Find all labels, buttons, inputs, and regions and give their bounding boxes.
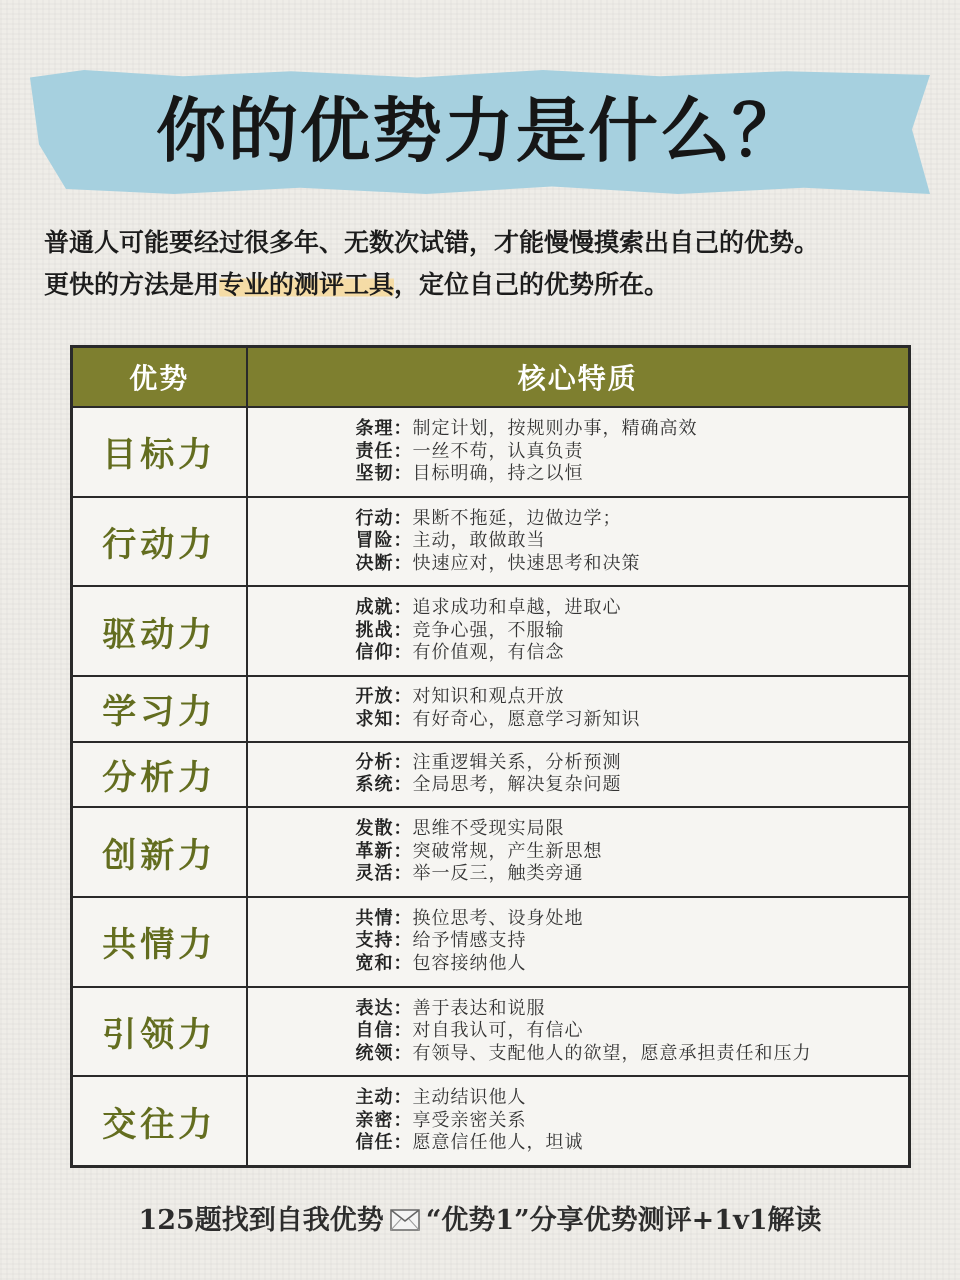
trait-desc: 主动结识他人 [412,1087,527,1109]
trait-key: 信仰： [355,642,413,664]
trait-key: 责任： [355,440,413,462]
trait-line [356,908,909,931]
traits-cell [247,897,910,987]
trait-desc: 制定计划，按规则办事，精确高效 [412,418,698,440]
trait-key: 挑战： [355,619,413,641]
trait-key: 信任： [355,1132,413,1154]
traits-cell [247,1076,910,1166]
table-row [72,676,910,742]
trait-line [356,709,909,732]
table-header-row [72,347,910,408]
footer-text-start: 125题找到自我优势 [138,1205,384,1236]
trait-line [356,686,909,709]
trait-desc: 突破常规，产生新思想 [412,840,603,862]
trait-desc: 善于表达和说服 [412,997,546,1019]
table-row [72,742,910,808]
trait-desc: 竞争心强，不服输 [412,619,565,641]
trait-line [356,752,909,775]
trait-desc: 全局思考，解决复杂问题 [412,774,622,796]
trait-key: 系统： [355,774,413,796]
trait-desc: 果断不拖延，边做边学； [412,507,622,529]
table-row [72,407,910,497]
intro-line-2-end: ，定位自己的优势所在。 [394,270,670,299]
strength-name: 学习力 [72,676,247,742]
strength-name: 分析力 [72,742,247,808]
table-row [72,897,910,987]
trait-line [356,441,909,464]
strength-name: 行动力 [72,497,247,587]
trait-desc: 有价值观，有信念 [412,642,565,664]
trait-line [356,1087,909,1110]
traits-cell [247,586,910,676]
trait-key: 革新： [355,840,413,862]
trait-key: 统领： [355,1042,413,1064]
trait-key: 行动： [355,507,413,529]
trait-key: 成就： [355,597,413,619]
trait-line [356,463,909,486]
footer-cta [0,1198,960,1237]
trait-desc: 有领导、支配他人的欲望，愿意承担责任和压力 [412,1042,812,1064]
trait-key: 坚韧： [355,463,413,485]
strength-name: 共情力 [72,897,247,987]
trait-line [356,418,909,441]
traits-cell [247,807,910,897]
traits-cell [247,676,910,742]
trait-desc: 对知识和观点开放 [412,686,565,708]
strength-name: 创新力 [72,807,247,897]
table-row [72,987,910,1077]
strength-name: 目标力 [72,407,247,497]
trait-line [356,841,909,864]
trait-desc: 享受亲密关系 [412,1109,527,1131]
trait-line [356,818,909,841]
traits-cell [247,742,910,808]
trait-key: 灵活： [355,863,413,885]
intro-highlight: 专业的测评工具 [219,270,395,299]
trait-desc: 注重逻辑关系，分析预测 [412,751,622,773]
page-title: 你的优势力是什么？ [156,89,804,172]
intro-line-2-start: 更快的方法是用 [44,270,220,299]
strengths-table [70,345,911,1168]
intro-line-2 [44,264,944,306]
envelope-icon [390,1209,420,1231]
trait-line [356,863,909,886]
trait-key: 分析： [355,751,413,773]
trait-key: 主动： [355,1087,413,1109]
trait-line [356,1043,909,1066]
table-row [72,1076,910,1166]
trait-desc: 换位思考、设身处地 [412,907,584,929]
trait-line [356,530,909,553]
trait-desc: 对自我认可，有信心 [412,1020,584,1042]
trait-desc: 包容接纳他人 [412,952,527,974]
trait-desc: 追求成功和卓越，进取心 [412,597,622,619]
footer-text-end: “优势1”分享优势测评+1v1解读 [425,1205,822,1236]
traits-cell [247,407,910,497]
trait-key: 宽和： [355,952,413,974]
trait-key: 自信： [355,1020,413,1042]
traits-cell [247,987,910,1077]
trait-line [356,1020,909,1043]
trait-line [356,998,909,1021]
trait-desc: 思维不受现实局限 [412,818,565,840]
trait-desc: 愿意信任他人，坦诚 [412,1132,584,1154]
trait-desc: 一丝不苟，认真负责 [412,440,584,462]
traits-cell [247,497,910,587]
trait-key: 发散： [355,818,413,840]
trait-line [356,553,909,576]
trait-key: 开放： [355,686,413,708]
trait-line [356,508,909,531]
trait-key: 表达： [355,997,413,1019]
trait-desc: 举一反三，触类旁通 [412,863,584,885]
strength-name: 引领力 [72,987,247,1077]
trait-key: 共情： [355,907,413,929]
trait-key: 支持： [355,930,413,952]
trait-line [356,1110,909,1133]
trait-line [356,620,909,643]
header-strength: 优势 [72,347,247,408]
trait-line [356,1132,909,1155]
trait-key: 冒险： [355,530,413,552]
trait-desc: 有好奇心，愿意学习新知识 [412,708,641,730]
trait-desc: 目标明确，持之以恒 [412,463,584,485]
trait-line [356,930,909,953]
trait-line [356,774,909,797]
header-core-traits: 核心特质 [247,347,910,408]
trait-line [356,642,909,665]
table-body [72,407,910,1167]
trait-line [356,597,909,620]
intro-line-1: 普通人可能要经过很多年、无数次试错，才能慢慢摸索出自己的优势。 [44,228,820,257]
trait-line [356,953,909,976]
trait-key: 亲密： [355,1109,413,1131]
table-row [72,497,910,587]
trait-desc: 快速应对，快速思考和决策 [412,552,641,574]
strength-name: 交往力 [72,1076,247,1166]
intro-text [44,222,944,306]
table-row [72,807,910,897]
trait-key: 决断： [355,552,413,574]
strength-name: 驱动力 [72,586,247,676]
trait-key: 求知： [355,708,413,730]
trait-desc: 给予情感支持 [412,930,527,952]
table-row [72,586,910,676]
trait-desc: 主动，敢做敢当 [412,530,546,552]
trait-key: 条理： [355,418,413,440]
